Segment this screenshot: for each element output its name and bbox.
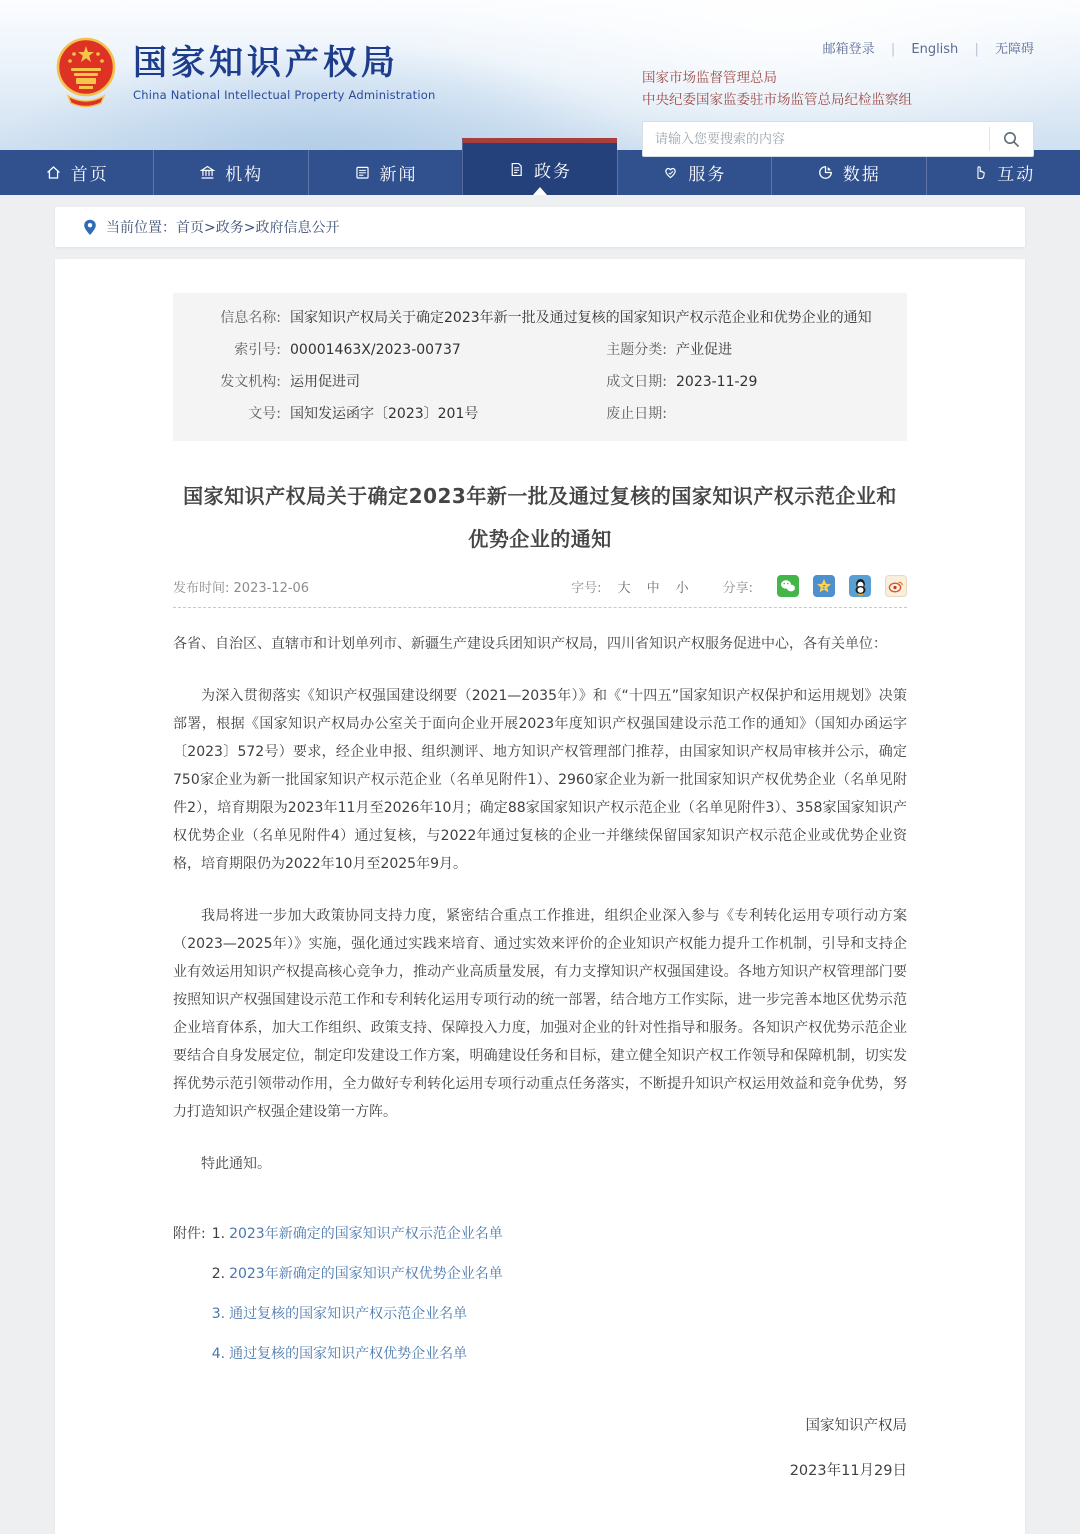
- search-icon: [1003, 131, 1020, 148]
- info-repeal-value: [667, 398, 893, 430]
- gov-affairs-icon: [508, 161, 525, 178]
- body-paragraph: 我局将进一步加大政策协同支持力度，紧密结合重点工作推进，组织企业深入参与《专利转化运用专项行动方案（2023—2025年）》实施，强化通过实践来培育、通过实效来评价的企业知识产权能力提升工作机制，引导和支持企业有效运用知识产权提高核心竞争力，推动产业高质量发展，有力支撑知识产权强国建设。各地方知识产权管理部门要按照知识产权强国建设示范工作和专利转化运用专项行动的统一部署，结合地方工作实际，进一步完善本地区优势示范企业培育体系，加大工作组织、政策支持、保障投入力度，加强对企业的针对性指导和服务。各知识产权优势示范企业要结合自身发展定位，制定印发建设工作方案，明确建设任务和目标，建立健全知识产权工作领导和保障机制，切实发挥优势示范引领带动作用，全力做好专利转化运用专项行动重点任务落实，不断提升知识产权运用效益和竞争优势，努力打造知识产权强企建设第一方阵。: [173, 908, 907, 1120]
- site-subtitle: China National Intellectual Property Administration: [133, 88, 436, 103]
- info-date-label: 成文日期:: [606, 374, 667, 390]
- nav-item-data[interactable]: 数据: [771, 150, 925, 195]
- content-card: [55, 259, 1025, 1534]
- attachment-link-1[interactable]: 1. 2023年新确定的国家知识产权示范企业名单: [211, 1226, 503, 1242]
- signature-org: 国家知识产权局: [805, 1418, 907, 1434]
- info-docno-value: 国知发运函字〔2023〕201号: [290, 406, 479, 422]
- info-docno-label: 文号:: [248, 406, 281, 422]
- nav-item-service[interactable]: 服务: [617, 150, 771, 195]
- nav-item-institution[interactable]: 机构: [153, 150, 307, 195]
- info-topic-value: 产业促进: [676, 342, 732, 358]
- info-date-value: 2023-11-29: [676, 374, 758, 390]
- info-name-value: 国家知识产权局关于确定2023年新一批及通过复核的国家知识产权示范企业和优势企业的通知: [290, 310, 872, 326]
- english-link[interactable]: English: [911, 42, 959, 57]
- qzone-share-icon[interactable]: [813, 575, 835, 597]
- attachment-link-2[interactable]: 2. 2023年新确定的国家知识产权优势企业名单: [211, 1266, 503, 1282]
- fontsize-label: 字号:: [571, 580, 602, 596]
- site-logo: [55, 36, 436, 110]
- qq-share-icon[interactable]: [849, 575, 871, 597]
- signature-block: [173, 1404, 907, 1494]
- breadcrumb-path[interactable]: 首页>政务>政府信息公开: [176, 220, 340, 236]
- document-info-panel: [173, 293, 907, 441]
- attachments-section: [173, 1214, 907, 1374]
- accessibility-link[interactable]: 无障碍: [994, 42, 1034, 57]
- news-icon: [354, 164, 371, 181]
- fontsize-small-button[interactable]: 小: [675, 580, 689, 596]
- attachment-link-3[interactable]: 3. 通过复核的国家知识产权示范企业名单: [211, 1306, 468, 1322]
- service-icon: [662, 164, 679, 181]
- info-topic-label: 主题分类:: [606, 342, 667, 358]
- data-pie-icon: [817, 164, 834, 181]
- divider: |: [890, 42, 896, 57]
- weibo-share-icon[interactable]: [885, 575, 907, 597]
- main-nav: [0, 150, 1080, 195]
- mail-login-link[interactable]: 邮箱登录: [822, 42, 875, 57]
- breadcrumb: [55, 207, 1025, 247]
- info-agency-value: 运用促进司: [290, 374, 360, 390]
- search-button[interactable]: [989, 127, 1033, 151]
- info-index-value: 00001463X/2023-00737: [290, 342, 461, 358]
- article-meta-row: [173, 575, 907, 597]
- info-agency-label: 发文机构:: [220, 374, 281, 390]
- publish-time: 发布时间: 2023-12-06: [173, 580, 310, 596]
- wechat-share-icon[interactable]: [777, 575, 799, 597]
- nav-item-gov-affairs[interactable]: 政务: [462, 138, 616, 195]
- body-paragraph: 为深入贯彻落实《知识产权强国建设纲要（2021—2035年）》和《“十四五”国家知识产权保护和运用规划》决策部署，根据《国家知识产权局办公室关于面向企业开展2023年度知识产权强国建设示范工作的通知》（国知办函运字〔2023〕572号）要求，经企业申报、组织测评、地方知识产权管理部门推荐，由国家知识产权局审核并公示，确定750家企业为新一批国家知识产权示范企业（名单见附件1）、2960家企业为新一批国家知识产权优势企业（名单见附件2），培育期限为2023年11月至2026年10月；确定88家国家知识产权示范企业（名单见附件3）、358家国家知识产权优势企业（名单见附件4）通过复核，与2022年通过复核的企业一并继续保留国家知识产权示范企业或优势企业资格，培育期限仍为2022年10月至2025年9月。: [173, 688, 907, 872]
- signature-date: 2023年11月29日: [789, 1463, 907, 1479]
- share-label: 分享:: [722, 580, 753, 596]
- institution-icon: [199, 164, 216, 181]
- nav-item-interaction[interactable]: 互动: [926, 150, 1080, 195]
- supervising-orgs: [642, 68, 1034, 111]
- breadcrumb-label: 当前位置：: [106, 220, 176, 236]
- info-index-label: 索引号:: [234, 342, 281, 358]
- salutation-paragraph: 各省、自治区、直辖市和计划单列市、新疆生产建设兵团知识产权局，四川省知识产权服务促进中心，各有关单位：: [173, 636, 887, 652]
- site-title: 国家知识产权局: [133, 42, 399, 83]
- article-body: [173, 630, 907, 1178]
- info-name-label: 信息名称:: [220, 310, 281, 326]
- closing-line: 特此通知。: [201, 1156, 271, 1172]
- location-pin-icon: [83, 219, 97, 236]
- info-repeal-label: 废止日期:: [606, 406, 667, 422]
- attachment-link-4[interactable]: 4. 通过复核的国家知识产权优势企业名单: [211, 1346, 468, 1362]
- interaction-icon: [971, 164, 988, 181]
- svg-text:z: z: [822, 583, 826, 591]
- fontsize-large-button[interactable]: 大: [617, 580, 631, 596]
- divider: |: [974, 42, 979, 57]
- national-emblem-icon: [55, 36, 117, 110]
- attachments-label: 附件:: [173, 1226, 206, 1242]
- divider: [173, 607, 907, 608]
- org-line-1[interactable]: 国家市场监督管理总局: [642, 70, 777, 86]
- nav-item-home[interactable]: 首页: [0, 150, 153, 195]
- article-title: 国家知识产权局关于确定2023年新一批及通过复核的国家知识产权示范企业和优势企业的通知: [183, 484, 897, 551]
- home-icon: [45, 164, 62, 181]
- header-top-links: [642, 38, 1034, 57]
- org-line-2[interactable]: 中央纪委国家监委驻市场监管总局纪检监察组: [642, 91, 912, 108]
- site-header: [0, 0, 1080, 150]
- fontsize-medium-button[interactable]: 中: [646, 580, 660, 596]
- nav-item-news[interactable]: 新闻: [308, 150, 462, 195]
